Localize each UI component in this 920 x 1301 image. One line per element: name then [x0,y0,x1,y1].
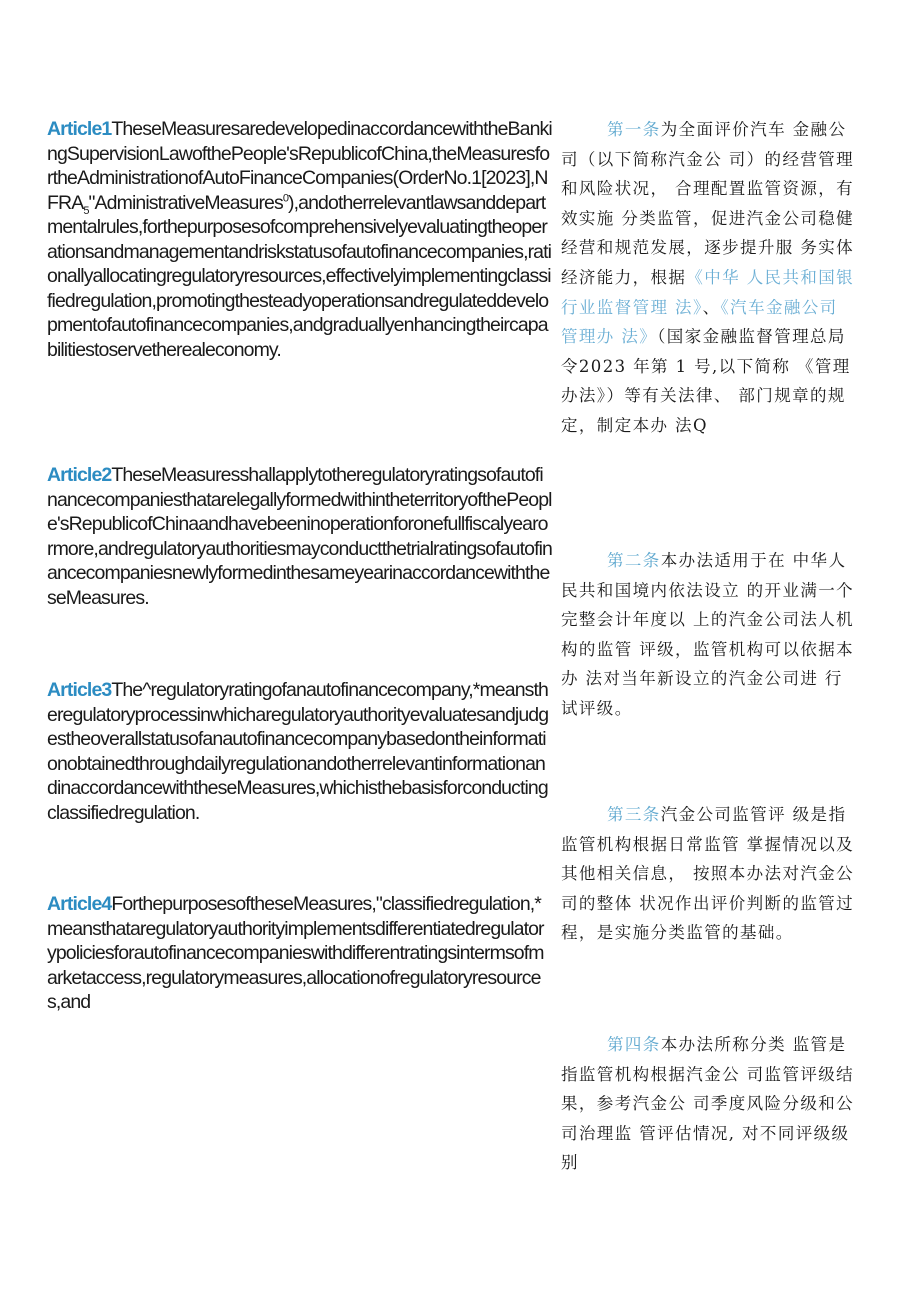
article-1-zh-text: 为全面评价汽车 金融公司（以下简称汽金公 司）的经营管理和风险状况， 合理配置监管资源，有效实施 分类监管，促进汽金公司稳健 经营和规范发展，逐步提升服 务实体经济能力，根据 [561,120,855,287]
article-1-en-label: Article1 [47,118,112,140]
article-4-en-label: Article4 [47,893,112,915]
article-1-zh [561,115,855,441]
article-1-en-text: TheseMeasuresaredevelopedinaccordancewiththeBankingSupervisionLawofthePeople'sRepublicofChina,theMeasuresfortheAdministrationofAutoFinanceCompanies(OrderNo.1[2023],NFRA [47,118,552,214]
article-4-en-text: ForthepurposesoftheseMeasures,"classifiedregulation,*meansthataregulatoryauthorityimplementsdifferentiatedregulatorypoliciesforautofinancecompanieswithdifferentratingsintermsofmarketaccess,regulatorymeasures,allocationofregulatoryresources,and [47,893,544,1013]
article-3-en-text: The^regulatoryratingofanautofinancecompany,*meanstheregulatoryprocessinwhicharegulatoryauthorityevaluatesandjudgestheoverallstatusofanautofinancecompanybasedontheinformationobtainedthroughdailyregulationandotherrelevantinformationandinaccordancewiththeseMeasures,whichisthebasisforconductingclassifiedregulation. [47,679,549,824]
article-2-zh [561,546,855,724]
article-4-zh-text: 本办法所称分类 监管是指监管机构根据汽金公 司监管评级结果，参考汽金公 司季度风险分级和公司治理监 管评估情况, 对不同评级级别 [561,1035,855,1173]
article-4-en [47,892,552,1015]
article-3-en-label: Article3 [47,679,112,701]
article-1-en-sub: 5 [83,204,89,217]
article-2-zh-label: 第二条 [607,551,661,570]
law-ref-auto-finance: 《汽车金融公司管理办 法》 [561,297,838,347]
article-2-en [47,463,552,610]
article-4-zh [561,1030,855,1178]
article-4-zh-label: 第四条 [607,1035,661,1054]
article-3-en [47,678,552,825]
article-2-en-text: TheseMeasuresshallapplytotheregulatoryratingsofautofinancecompaniesthatarelegallyformedwithintheterritoryofthePeople'sRepublicofChinaandhavebeeninoperationforonefullfiscalyearormore,andregulatoryauthoritiesmayconductthetrialratingsofautofinancecompaniesnewlyformedinthesameyearinaccordancewiththeseMeasures. [47,464,552,609]
article-1-en [47,117,552,362]
law-ref-banking-supervision: 《中华 人民共和国银行业监督管理 法》 [561,267,855,317]
article-2-zh-text: 本办法适用于在 中华人民共和国境内依法设立 的开业满一个完整会计年度以 上的汽金公司法人机构的监管 评级，监管机构可以依据本办 法对当年新设立的汽金公司进 行试评级。 [561,551,855,718]
article-1-zh-text-3: （国家金融监督管理总局令2023 年第 1 号,以下简称 《管理办法》）等有关法律、 部门规章的规定，制定本办 法Q [561,327,851,435]
article-2-en-label: Article2 [47,464,112,486]
article-1-en-text-3: ),andotherrelevantlawsanddepartmentalrules,forthepurposesofcomprehensivelyevaluatingtheoperationsandmanagementandriskstatusofautofinancecompanies,rationallyallocatingregulatoryresources,effectivelyimplementingclassifiedregulation,promotingthesteadyoperationsandregulateddevelopmentofautofinancecompanies,andgraduallyenhancingtheircapabilitiestoservetherealeconomy. [47,191,552,361]
article-1-en-sup: 0 [282,192,289,204]
article-1-zh-label: 第一条 [607,120,661,139]
article-3-zh [561,800,855,948]
article-3-zh-text: 汽金公司监管评 级是指监管机构根据日常监管 掌握情况以及其他相关信息， 按照本办法对汽金公司的整体 状况作出评价判断的监管过 程，是实施分类监管的基础。 [561,805,855,943]
article-3-zh-label: 第三条 [607,805,661,824]
article-1-zh-text-2: 、 [702,297,721,317]
article-1-en-text-2: "AdministrativeMeasures [88,191,283,214]
